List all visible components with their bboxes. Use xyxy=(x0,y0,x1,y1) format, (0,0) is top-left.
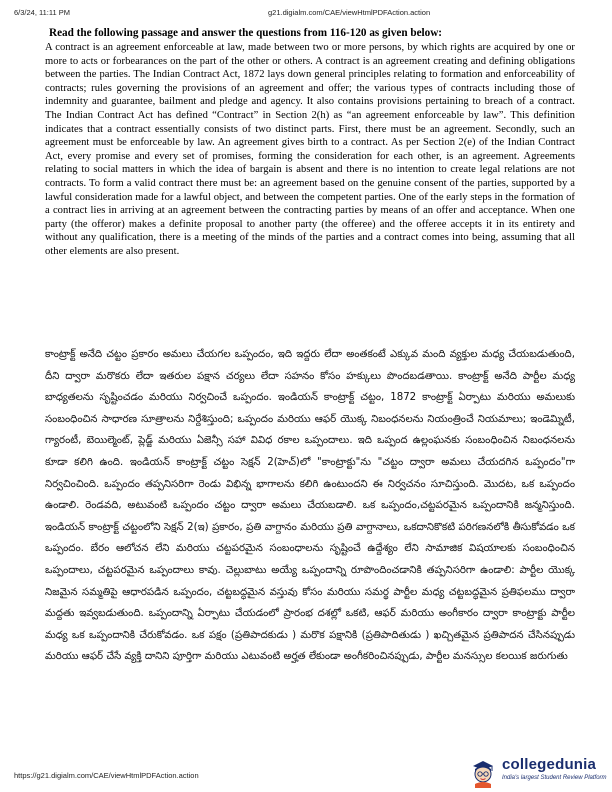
brand-name: collegedunia xyxy=(502,756,597,773)
browser-print-header xyxy=(0,0,612,28)
student-mascot-icon xyxy=(466,754,500,788)
passage-telugu-text: కాంట్రాక్ట్ అనేది చట్టం ప్రకారం అమలు చేయగల ఒప్పందం, ఇది ఇద్దరు లేదా అంతకంటే ఎక్కువ మంది వ్యక్తుల మధ్య చేయబడుతుంది, దీని ద్వారా మరొకరు లేదా ఇతరుల పక్షాన చర్యలు లేదా సహనం కోసం హక్కులు పొందబడతాయి. కాంట్రాక్ట్ అనేది పార్టీల మధ్య బాధ్యతలను సృష్టించడం మరియు నిర్వచించే ఒప్పందం. ఇండియన్ కాంట్రాక్ట్ చట్టం, 1872 కాంట్రాక్ట్ ఏర్పాటు మరియు అమలుకు సంబంధించిన సాధారణ సూత్రాలను నిర్దేశిస్తుంది; ఒప్పందం మరియు ఆఫర్ యొక్క నిబంధనలను నియంత్రించే నియమాలు; ఇండెమ్నిటీ, గ్యారంటీ, బెయిల్మెంట్, ప్లెడ్జ్ మరియు ఏజెన్సీ సహా వివిధ రకాల ఒప్పందాలు. ఇది ఒప్పంద ఉల్లంఘనకు సంబంధించిన నిబంధనలను కూడా కలిగి ఉంది. ఇండియన్ కాంట్రాక్ట్ చట్టం సెక్షన్ 2(హెచ్)లో "కాంట్రాక్టు"ను "చట్టం ద్వారా అమలు చేయదగిన ఒప్పందం"గా నిర్వచించింది. ఒప్పందం తప్పనిసరిగా రెండు విభిన్న భాగాలను కలిగి ఉంటుందని ఈ నిర్వచనం సూచిస్తుంది. మొదట, ఒక ఒప్పందం ఉండాలి. రెండవది, అటువంటి ఒప్పందం చట్టం ద్వారా అమలు చేయబడాలి. ఒక ఒప్పందం,చట్టపరమైన ఒప్పందానికి జన్మనిస్తుంది. ఇండియన్ కాంట్రాక్ట్ చట్టంలోని సెక్షన్ 2(ఇ) ప్రకారం, ప్రతి వాగ్దానం మరియు ప్రతి వాగ్దానాలు, ఒకదానికొకటి పరిగణనలోకి తీసుకోవడం ఒక ఒప్పందం. బేరం ఆలోచన లేని మరియు చట్టపరమైన సంబంధాలను సృష్టించే ఉద్దేశ్యం లేని సామాజిక విషయాలకు సంబంధించిన ఒప్పందాలు, చట్టపరమైన ఒప్పందాలు కావు. చెల్లుబాటు అయ్యే ఒప్పందాన్ని రూపొందించడానికి తప్పనిసరిగా ఉండాలి: పార్టీల యొక్క నిజమైన సమ్మతిపై ఆధారపడిన ఒప్పందం, చట్టబద్ధమైన వస్తువు కోసం మరియు సమర్థ పార్టీల మధ్య చట్టబద్ధమైన ప్రతిఫలము ద్వారా మద్దతు ఇవ్వబడుతుంది. ఒప్పందాన్ని ఏర్పాటు చేయడంలో ప్రారంభ దశల్లో ఒకటి, ఆఫర్ మరియు అంగీకారం ద్వారా కాంట్రాక్టు పార్టీల మధ్య ఒక ఒప్పందానికి చేరుకోవడం. ఒక పక్షం (ప్రతిపాదకుడు ) మరొక పక్షానికి (ప్రతిపాదితుడు ) ఖచ్చితమైన ప్రతిపాదన చేసినప్పుడు మరియు ఆఫర్ చేసే వ్యక్తి దానిని పూర్తిగా మరియు ఎటువంటి అర్హత లేకుండా అంగీకరించినప్పుడు, పార్టీల మనస్సుల కలయిక జరుగుతు xyxy=(45,349,575,663)
passage-english-text: A contract is an agreement enforceable at law, made between two or more persons, by which rights are acquired by one or more to acts or forbearances on the part of the other or others. A contract is an agreement creating and defining obligations between the parties. The Indian Contract Act, 1872 lays down general principles relating to formation and enforceability of contracts; rules governing the provisions of an agreement and offer; the various types of contracts including those of indemnity and guarantee, bailment and pledge and agency. It also contains provisions pertaining to breach of a contract. The Indian Contract Act has defined “Contract” in Section 2(h) as “an agreement enforceable by law”. This definition indicates that a contract essentially consists of two distinct parts. First, there must be an agreement. Secondly, such an agreement must be enforceable by law. An agreement gives birth to a contract. As per Section 2(e) of the Indian Contract Act, every promise and every set of promises, forming the consideration for each other, is an agreement. Agreements relating to social matters in which the idea of bargain is absent and there is no intention to create legal relations are not contracts. To form a valid contract there must be: an agreement based on the genuine consent of the parties, supported by a lawful consideration made for a lawful object, and between the competent parties. One of the early steps in the formation of a contract lies in arriving at an agreement between the contracting parties by means of an offer and acceptance. When one party (the offeror) makes a definite proposal to another party (the offeree) and the offeree accepts it in its entirety and without any qualification, there is a meeting of the minds of the parties and a contract comes into being, assuming that all other elements are also present. xyxy=(45,42,575,257)
print-datetime: 6/3/24, 11:11 PM xyxy=(14,8,71,17)
passage-heading: Read the following passage and answer the questions from 116-120 as given below: xyxy=(49,27,443,39)
brand-tagline: India's largest Student Review Platform xyxy=(502,775,607,781)
print-header-url: g21.digialm.com/CAE/viewHtmlPDFAction.action xyxy=(268,8,431,17)
collegedunia-watermark xyxy=(466,754,608,788)
passage-section xyxy=(45,27,575,259)
print-footer-url: https://g21.digialm.com/CAE/viewHtmlPDFAction.action xyxy=(14,771,199,780)
